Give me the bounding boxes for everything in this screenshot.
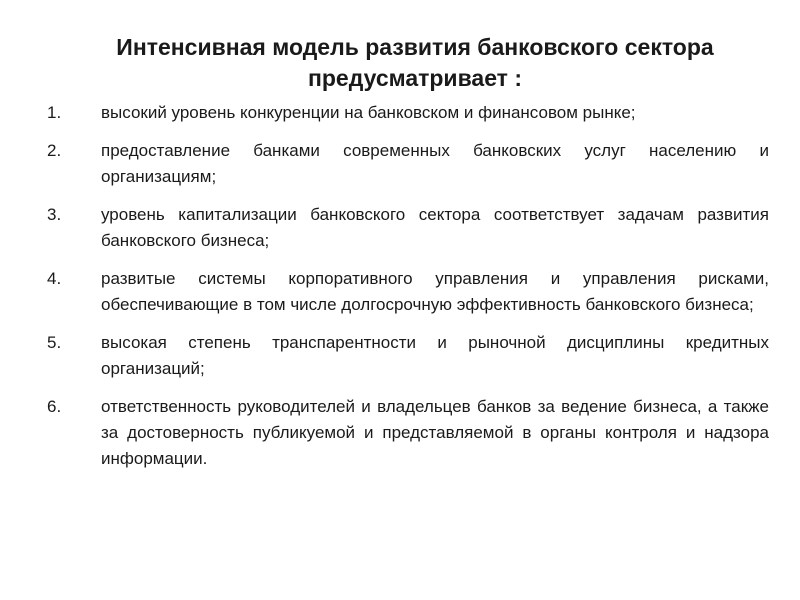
- list-item-text: уровень капитализации банковского сектора соответствует задачам развития банковского бизнеса;: [101, 205, 769, 250]
- list-item: [0, 100, 800, 126]
- list-item: [0, 138, 800, 190]
- list-item-text: развитые системы корпоративного управления и управления рисками, обеспечивающие в том числе долгосрочную эффективность банковского бизнеса;: [101, 269, 769, 314]
- list-item-number: 3.: [47, 205, 62, 224]
- requirements-list: [0, 100, 800, 484]
- list-item-text: ответственность руководителей и владельцев банков за ведение бизнеса, а также за достоверность публикуемой и представляемой в органы контроля и надзора информации.: [101, 397, 769, 468]
- list-item-number: 4.: [47, 269, 62, 288]
- list-item: [0, 394, 800, 472]
- list-item: [0, 202, 800, 254]
- list-item-number: 5.: [47, 333, 62, 352]
- list-item: [0, 330, 800, 382]
- list-item-text: предоставление банками современных банковских услуг населению и организациям;: [101, 141, 769, 186]
- slide-title: Интенсивная модель развития банковского сектора предусматривает :: [116, 34, 714, 91]
- list-item: [0, 266, 800, 318]
- list-item-text: высокая степень транспарентности и рыночной дисциплины кредитных организаций;: [101, 333, 769, 378]
- list-item-text: высокий уровень конкуренции на банковском и финансовом рынке;: [101, 103, 636, 122]
- list-item-number: 6.: [47, 397, 62, 416]
- list-item-number: 1.: [47, 103, 62, 122]
- list-item-number: 2.: [47, 141, 62, 160]
